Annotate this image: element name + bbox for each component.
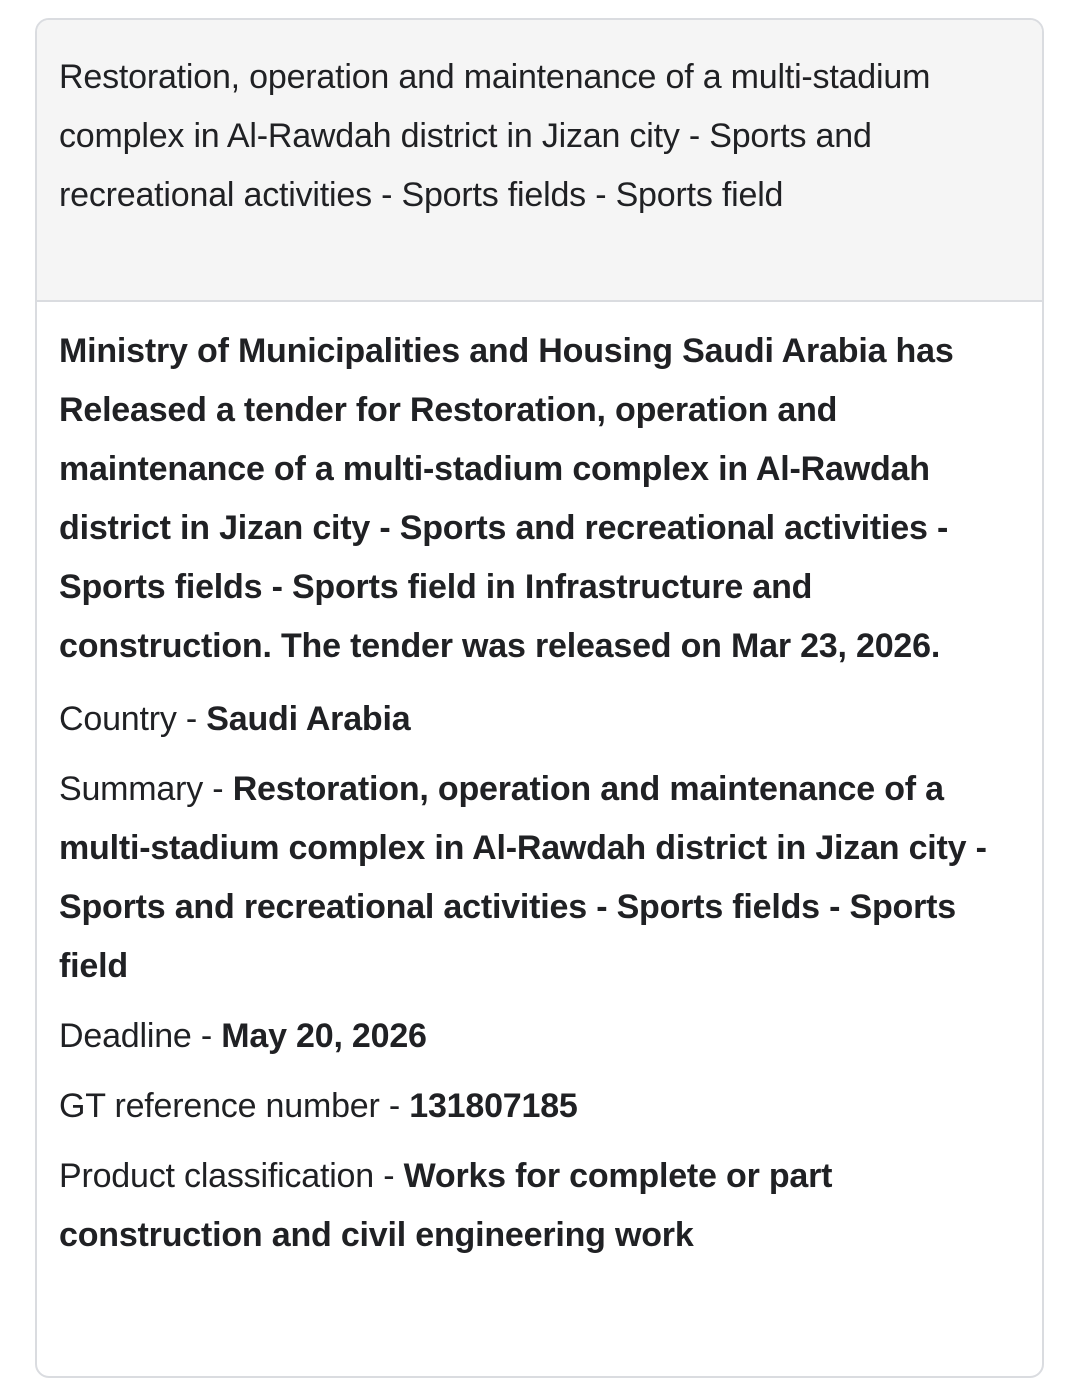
- field-country: [59, 690, 1020, 749]
- field-value: Restoration, operation and maintenance of a multi-stadium complex in Al-Rawdah district in Jizan city - Sports and recreational activities - Sports fields - Sports field: [59, 770, 987, 985]
- sector-name: Infrastructure and construction: [59, 568, 813, 665]
- field-deadline: [59, 1007, 1020, 1066]
- field-product-classification: [59, 1147, 1020, 1265]
- field-gt-reference: [59, 1077, 1020, 1136]
- field-label: Summary -: [59, 770, 233, 808]
- tender-intro-paragraph: [59, 322, 1020, 676]
- field-label: Product classification -: [59, 1157, 404, 1195]
- organization-name: Ministry of Municipalities and Housing Saudi Arabia: [59, 332, 887, 370]
- tender-title: Restoration, operation and maintenance of a multi-stadium complex in Al-Rawdah district in Jizan city - Sports and recreational activities - Sports fields - Sports field: [59, 58, 931, 214]
- field-value: May 20, 2026: [221, 1017, 427, 1055]
- field-label: Deadline -: [59, 1017, 222, 1055]
- field-label: GT reference number -: [59, 1087, 410, 1125]
- release-prefix: . The tender was released on: [262, 627, 731, 665]
- tender-card-header: [37, 20, 1042, 302]
- sector-prefix: in: [476, 568, 525, 606]
- field-label: Country -: [59, 700, 207, 738]
- intro-tender-title: Restoration, operation and maintenance of a multi-stadium complex in Al-Rawdah district in Jizan city - Sports and recreational activities - Sports fields - Sports field: [59, 391, 949, 606]
- release-date: Mar 23, 2026: [730, 627, 931, 665]
- tender-card: [35, 18, 1044, 1378]
- field-summary: [59, 760, 1020, 996]
- tender-card-body: [37, 302, 1042, 1265]
- released-text: has Released a tender for: [59, 332, 954, 429]
- field-value: 131807185: [409, 1087, 578, 1125]
- field-value: Saudi Arabia: [206, 700, 411, 738]
- intro-end: .: [930, 627, 941, 665]
- field-value: Works for complete or part construction and civil engineering work: [59, 1157, 833, 1254]
